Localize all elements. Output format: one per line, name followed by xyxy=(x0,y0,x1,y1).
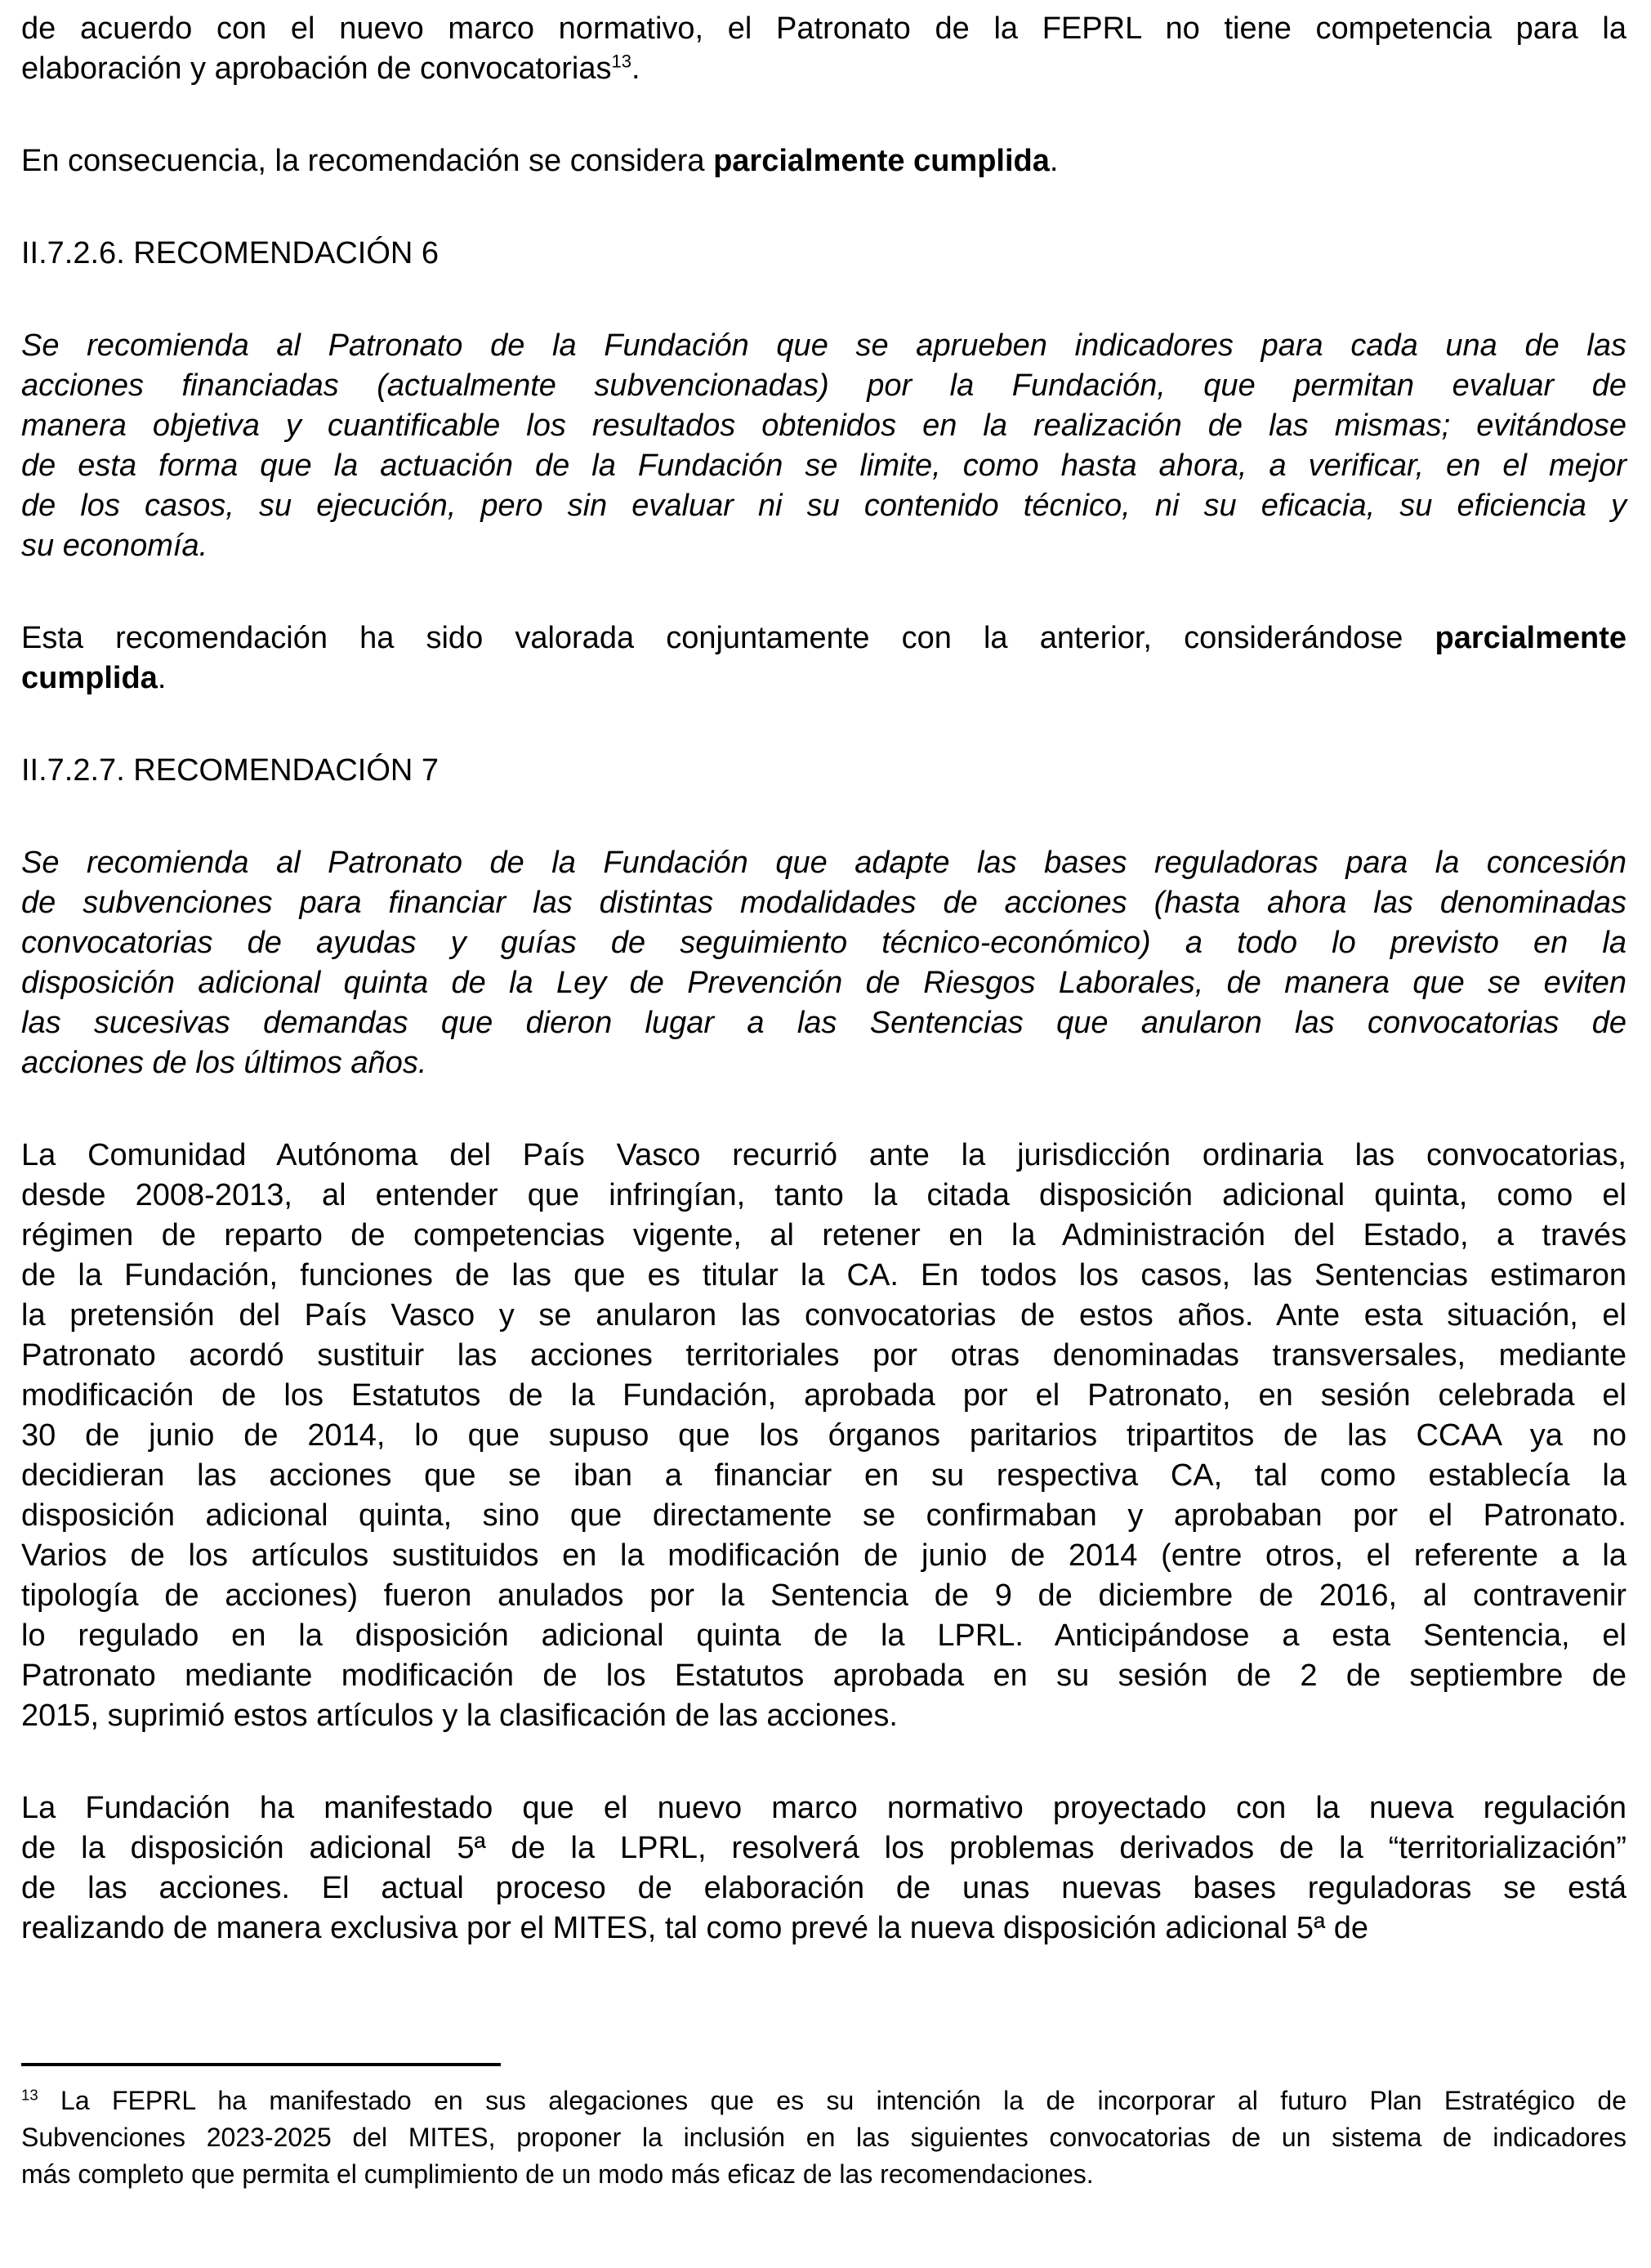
text-segment: acciones financiadas (actualmente subvencionadas) por la Fundación, que permitan evaluar de xyxy=(21,368,1626,403)
paragraph-valoracion-recomendacion-6 xyxy=(21,618,1626,699)
text-line xyxy=(21,2083,1626,2119)
text-segment: lo regulado en la disposición adicional quinta de la LPRL. Anticipándose a esta Sentencia, el xyxy=(21,1618,1626,1653)
text-line xyxy=(21,1336,1626,1376)
text-line xyxy=(21,1296,1626,1336)
text-segment: régimen de reparto de competencias vigente, al retener en la Administración del Estado, a través xyxy=(21,1218,1626,1252)
text-line xyxy=(21,446,1626,486)
text-line xyxy=(21,1176,1626,1216)
text-line xyxy=(21,1536,1626,1576)
text-segment: En consecuencia, la recomendación se considera xyxy=(21,144,714,178)
text-segment: disposición adicional quinta de la Ley de Prevención de Riesgos Laborales, de manera que se eviten xyxy=(21,966,1626,1000)
text-line xyxy=(21,1136,1626,1176)
paragraph-texto-recomendacion-7 xyxy=(21,843,1626,1083)
superscript: 13 xyxy=(21,2086,38,2104)
text-segment: modificación de los Estatutos de la Fundación, aprobada por el Patronato, en sesión celebrada el xyxy=(21,1378,1626,1413)
text-segment: su economía. xyxy=(21,529,208,563)
text-line xyxy=(21,923,1626,963)
text-segment: de acuerdo con el nuevo marco normativo, el Patronato de la FEPRL no tiene competencia para la xyxy=(21,11,1626,46)
footnote-separator xyxy=(21,2063,501,2066)
text-line xyxy=(21,9,1626,49)
text-segment: acciones de los últimos años. xyxy=(21,1046,427,1080)
text-line xyxy=(21,1496,1626,1536)
text-segment: realizando de manera exclusiva por el MITES, tal como prevé la nueva disposición adicional 5ª de xyxy=(21,1911,1368,1945)
text-segment: manera objetiva y cuantificable los resultados obtenidos en la realización de las mismas; evitándose xyxy=(21,409,1626,443)
text-segment: La Fundación ha manifestado que el nuevo marco normativo proyectado con la nueva regulación xyxy=(21,1791,1626,1825)
text-segment: Subvenciones 2023-2025 del MITES, proponer la inclusión en las siguientes convocatorias de un sistema de indicadores xyxy=(21,2123,1626,2152)
paragraph-nuevo-marco-normativo xyxy=(21,1788,1626,1949)
text-line xyxy=(21,1576,1626,1616)
text-segment: La Comunidad Autónoma del País Vasco recurrió ante la jurisdicción ordinaria las convocatorias, xyxy=(21,1138,1626,1172)
paragraph-texto-recomendacion-6 xyxy=(21,326,1626,566)
text-line xyxy=(21,883,1626,923)
text-segment: decidieran las acciones que se iban a financiar en su respectiva CA, tal como establecía la xyxy=(21,1458,1626,1493)
text-line xyxy=(21,843,1626,883)
text-line xyxy=(21,366,1626,406)
text-line xyxy=(21,234,1626,274)
text-line xyxy=(21,1256,1626,1296)
text-segment: de las acciones. El actual proceso de elaboración de unas nuevas bases reguladoras se está xyxy=(21,1871,1626,1905)
text-line xyxy=(21,1216,1626,1256)
text-line xyxy=(21,963,1626,1003)
text-line xyxy=(21,751,1626,791)
text-segment: desde 2008-2013, al entender que infringían, tanto la citada disposición adicional quinta, como el xyxy=(21,1178,1626,1212)
text-segment: de esta forma que la actuación de la Fundación se limite, como hasta ahora, a verificar, en el mejor xyxy=(21,449,1626,483)
text-line xyxy=(21,1656,1626,1696)
text-line xyxy=(21,1909,1626,1949)
heading-recomendacion-7 xyxy=(21,751,1626,791)
heading-recomendacion-6 xyxy=(21,234,1626,274)
text-line xyxy=(21,1696,1626,1736)
text-segment: disposición adicional quinta, sino que directamente se confirmaban y aprobaban por el Patronato. xyxy=(21,1498,1626,1533)
text-segment: La FEPRL ha manifestado en sus alegaciones que es su intención la de incorporar al futuro Plan Estratégico de xyxy=(38,2086,1626,2115)
text-segment: convocatorias de ayudas y guías de seguimiento técnico-económico) a todo lo previsto en la xyxy=(21,926,1626,960)
text-line xyxy=(21,49,1626,89)
text-segment: . xyxy=(631,51,640,86)
text-segment: Patronato acordó sustituir las acciones territoriales por otras denominadas transversales, mediante xyxy=(21,1338,1626,1373)
text-segment: tipología de acciones) fueron anulados por la Sentencia de 9 de diciembre de 2016, al contravenir xyxy=(21,1578,1626,1613)
text-line xyxy=(21,326,1626,366)
text-segment: II.7.2.6. RECOMENDACIÓN 6 xyxy=(21,236,440,270)
text-line xyxy=(21,406,1626,446)
text-line xyxy=(21,2156,1626,2193)
text-line xyxy=(21,1828,1626,1868)
text-segment: las sucesivas demandas que dieron lugar a las Sentencias que anularon las convocatorias de xyxy=(21,1006,1626,1040)
footnote-13 xyxy=(21,2083,1626,2193)
text-segment: . xyxy=(1049,144,1059,178)
text-line xyxy=(21,1043,1626,1083)
text-segment: Esta recomendación ha sido valorada conjuntamente con la anterior, considerándose xyxy=(21,621,1435,655)
text-segment: más completo que permita el cumplimiento de un modo más eficaz de las recomendaciones. xyxy=(21,2159,1094,2189)
text-segment: de los casos, su ejecución, pero sin evaluar ni su contenido técnico, ni su eficacia, su eficiencia y xyxy=(21,489,1626,523)
text-segment: II.7.2.7. RECOMENDACIÓN 7 xyxy=(21,753,440,788)
text-segment: elaboración y aprobación de convocatorias xyxy=(21,51,612,86)
text-segment: de la Fundación, funciones de las que es titular la CA. En todos los casos, las Sentencias estimaron xyxy=(21,1258,1626,1292)
text-line xyxy=(21,1868,1626,1909)
text-segment: 30 de junio de 2014, lo que supuso que los órganos paritarios tripartitos de las CCAA ya no xyxy=(21,1418,1626,1453)
text-line xyxy=(21,526,1626,566)
text-line xyxy=(21,659,1626,699)
paragraph-marco-normativo xyxy=(21,9,1626,89)
text-segment: de subvenciones para financiar las distintas modalidades de acciones (hasta ahora las denominadas xyxy=(21,886,1626,920)
text-line xyxy=(21,618,1626,659)
text-line xyxy=(21,1003,1626,1043)
text-segment: 2015, suprimió estos artículos y la clasificación de las acciones. xyxy=(21,1699,898,1733)
text-line xyxy=(21,1416,1626,1456)
paragraph-pais-vasco-antecedentes xyxy=(21,1136,1626,1736)
paragraph-en-consecuencia xyxy=(21,141,1626,181)
text-segment: Varios de los artículos sustituidos en la modificación de junio de 2014 (entre otros, el referente a la xyxy=(21,1538,1626,1573)
text-segment: Patronato mediante modificación de los Estatutos aprobada en su sesión de 2 de septiembre de xyxy=(21,1659,1626,1693)
text-line xyxy=(21,1788,1626,1828)
text-segment: de la disposición adicional 5ª de la LPRL, resolverá los problemas derivados de la “territorialización” xyxy=(21,1831,1626,1865)
superscript: 13 xyxy=(611,51,631,72)
text-segment: parcialmente cumplida xyxy=(713,144,1050,178)
text-line xyxy=(21,1456,1626,1496)
text-line xyxy=(21,486,1626,526)
text-segment: Se recomienda al Patronato de la Fundación que adapte las bases reguladoras para la concesión xyxy=(21,846,1626,880)
text-segment: Se recomienda al Patronato de la Fundación que se aprueben indicadores para cada una de las xyxy=(21,328,1626,363)
text-line xyxy=(21,1616,1626,1656)
text-line xyxy=(21,1376,1626,1416)
text-segment: la pretensión del País Vasco y se anularon las convocatorias de estos años. Ante esta situación, el xyxy=(21,1298,1626,1333)
text-segment: parcialmente xyxy=(1435,621,1626,655)
text-segment: cumplida xyxy=(21,661,158,695)
document-text xyxy=(21,9,1626,1949)
text-line xyxy=(21,2119,1626,2156)
text-line xyxy=(21,141,1626,181)
text-segment: . xyxy=(157,661,167,695)
